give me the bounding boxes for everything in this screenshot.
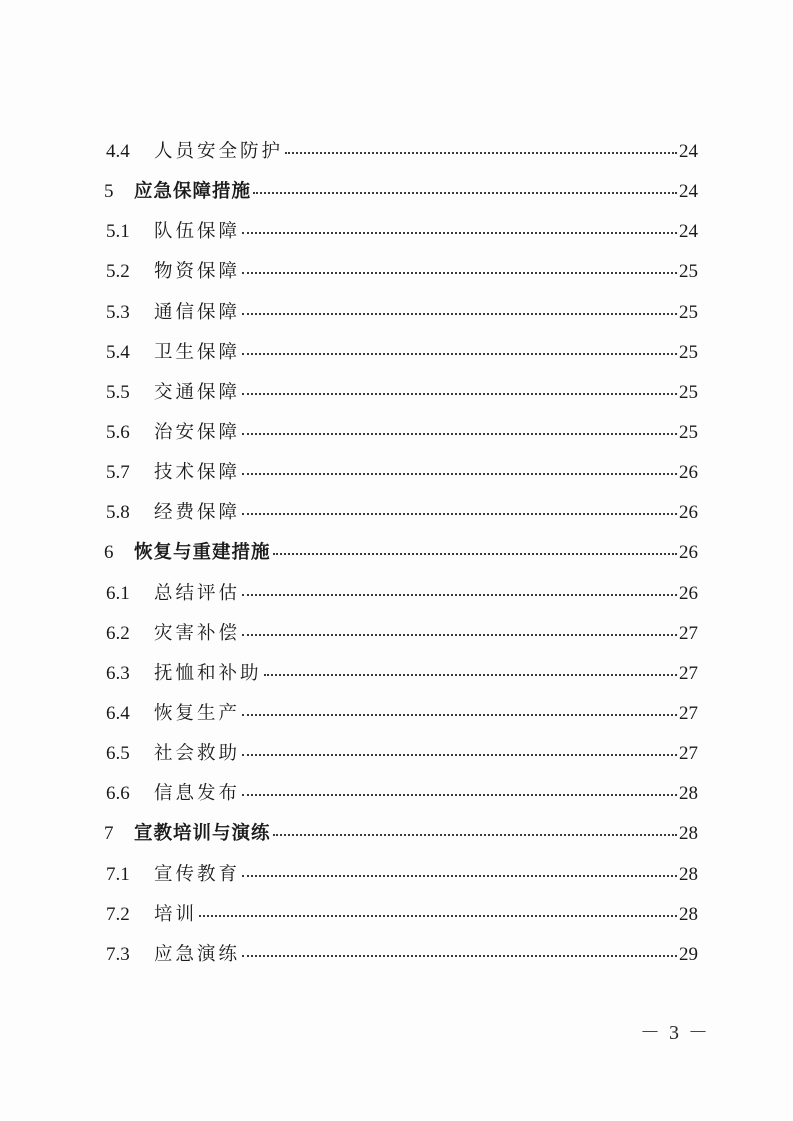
toc-entry-number: 7.3: [106, 943, 130, 965]
toc-entry-title: 经费保障: [154, 502, 241, 524]
toc-entry-title: 应急保障措施: [134, 181, 252, 203]
toc-entry[interactable]: [104, 654, 698, 694]
toc-entry-page: 28: [679, 823, 698, 845]
toc-entry-number: 5.3: [106, 301, 130, 323]
toc-entry-title: 恢复生产: [154, 702, 241, 724]
dot-leader: [264, 674, 677, 676]
toc-entry[interactable]: [104, 453, 698, 493]
dot-leader: [242, 313, 677, 315]
toc-entry-number: 5.8: [106, 502, 130, 524]
toc-entry[interactable]: [104, 614, 698, 654]
toc-entry-number: 5.4: [106, 341, 130, 363]
dot-leader: [285, 152, 677, 154]
toc-entry-page: 27: [679, 622, 698, 644]
toc-entry-page: 26: [679, 582, 698, 604]
toc-entry-title: 培训: [154, 903, 198, 925]
toc-entry[interactable]: [104, 734, 698, 774]
toc-entry-title: 宣教培训与演练: [134, 823, 271, 845]
toc-entry-title: 物资保障: [154, 261, 241, 283]
dot-leader: [242, 513, 677, 515]
toc-entry[interactable]: [104, 252, 698, 292]
toc-entry-number: 7.2: [106, 903, 130, 925]
toc-entry-page: 25: [679, 381, 698, 403]
dot-leader: [273, 834, 677, 836]
toc-entry-title: 通信保障: [154, 301, 241, 323]
dot-leader: [242, 353, 677, 355]
toc-entry-number: 6.5: [106, 743, 130, 765]
dot-leader: [273, 553, 677, 555]
toc-entry[interactable]: [104, 574, 698, 614]
toc-entry-page: 26: [679, 542, 698, 564]
toc-entry-page: 25: [679, 421, 698, 443]
toc-entry-number: 7.1: [106, 863, 130, 885]
toc-entry-number: 5.2: [106, 261, 130, 283]
toc-entry[interactable]: [104, 373, 698, 413]
dot-leader: [242, 473, 677, 475]
toc-entry-number: 5.7: [106, 462, 130, 484]
toc-entry-title: 技术保障: [154, 462, 241, 484]
toc-entry[interactable]: [104, 293, 698, 333]
toc-entry-page: 25: [679, 261, 698, 283]
dot-leader: [242, 433, 677, 435]
dot-leader: [242, 634, 677, 636]
toc-entry-page: 24: [679, 221, 698, 243]
dot-leader: [253, 192, 677, 194]
dot-leader: [242, 594, 677, 596]
toc-entry-title: 抚恤和补助: [154, 662, 262, 684]
toc-entry-title: 恢复与重建措施: [134, 542, 271, 564]
toc-entry-page: 27: [679, 702, 698, 724]
toc-entry[interactable]: [104, 413, 698, 453]
toc-entry[interactable]: [104, 855, 698, 895]
toc-entry[interactable]: [104, 132, 698, 172]
toc-entry-number: 5.5: [106, 381, 130, 403]
toc-entry[interactable]: [104, 935, 698, 975]
toc-entry-page: 24: [679, 141, 698, 162]
toc-entry[interactable]: [104, 212, 698, 252]
toc-entry-title: 队伍保障: [154, 221, 241, 243]
toc-entry[interactable]: [104, 172, 698, 212]
toc-entry[interactable]: [104, 774, 698, 814]
dot-leader: [242, 794, 677, 796]
toc-entry-title: 治安保障: [154, 421, 241, 443]
dot-leader: [242, 393, 677, 395]
toc-entry-title: 总结评估: [154, 582, 241, 604]
toc-entry-number: 6: [104, 542, 114, 564]
dot-leader: [199, 915, 677, 917]
toc-entry-number: 6.2: [106, 622, 130, 644]
toc-entry-number: 5: [104, 181, 114, 203]
dot-leader: [242, 955, 677, 957]
dot-leader: [242, 272, 677, 274]
toc-entry-title: 信息发布: [154, 783, 241, 805]
toc-entry-number: 6.1: [106, 582, 130, 604]
toc-entry-page: 25: [679, 341, 698, 363]
toc-entry-page: 27: [679, 743, 698, 765]
toc-entry-page: 28: [679, 783, 698, 805]
toc-entry-title: 应急演练: [154, 943, 241, 965]
toc-entry-page: 26: [679, 502, 698, 524]
toc-entry-number: 5.1: [106, 221, 130, 243]
toc-entry[interactable]: [104, 694, 698, 734]
toc-entry-number: 6.4: [106, 702, 130, 724]
toc-entry-title: 社会救助: [154, 743, 241, 765]
toc-entry-number: 4.4: [106, 141, 130, 162]
toc-entry-page: 27: [679, 662, 698, 684]
dot-leader: [242, 232, 677, 234]
toc-entry[interactable]: [104, 533, 698, 573]
toc-entry-number: 6.3: [106, 662, 130, 684]
dot-leader: [242, 714, 677, 716]
toc-entry-title: 卫生保障: [154, 341, 241, 363]
toc-entry-number: 6.6: [106, 783, 130, 805]
toc-entry-page: 28: [679, 903, 698, 925]
toc-entry-title: 交通保障: [154, 381, 241, 403]
toc-entry[interactable]: [104, 895, 698, 935]
toc-entry-title: 人员安全防护: [154, 141, 284, 162]
dot-leader: [242, 754, 677, 756]
dot-leader: [242, 875, 677, 877]
page-number-footer: － 3 －: [640, 1022, 710, 1044]
toc-entry-page: 25: [679, 301, 698, 323]
toc-entry[interactable]: [104, 814, 698, 854]
toc-entry[interactable]: [104, 493, 698, 533]
toc-entry-title: 宣传教育: [154, 863, 241, 885]
toc-entry[interactable]: [104, 333, 698, 373]
toc-entry-page: 26: [679, 462, 698, 484]
toc-entry-number: 7: [104, 823, 114, 845]
toc-entry-page: 24: [679, 181, 698, 203]
toc-entry-page: 28: [679, 863, 698, 885]
toc-entry-title: 灾害补偿: [154, 622, 241, 644]
table-of-contents: [104, 132, 698, 975]
toc-entry-number: 5.6: [106, 421, 130, 443]
toc-entry-page: 29: [679, 943, 698, 965]
